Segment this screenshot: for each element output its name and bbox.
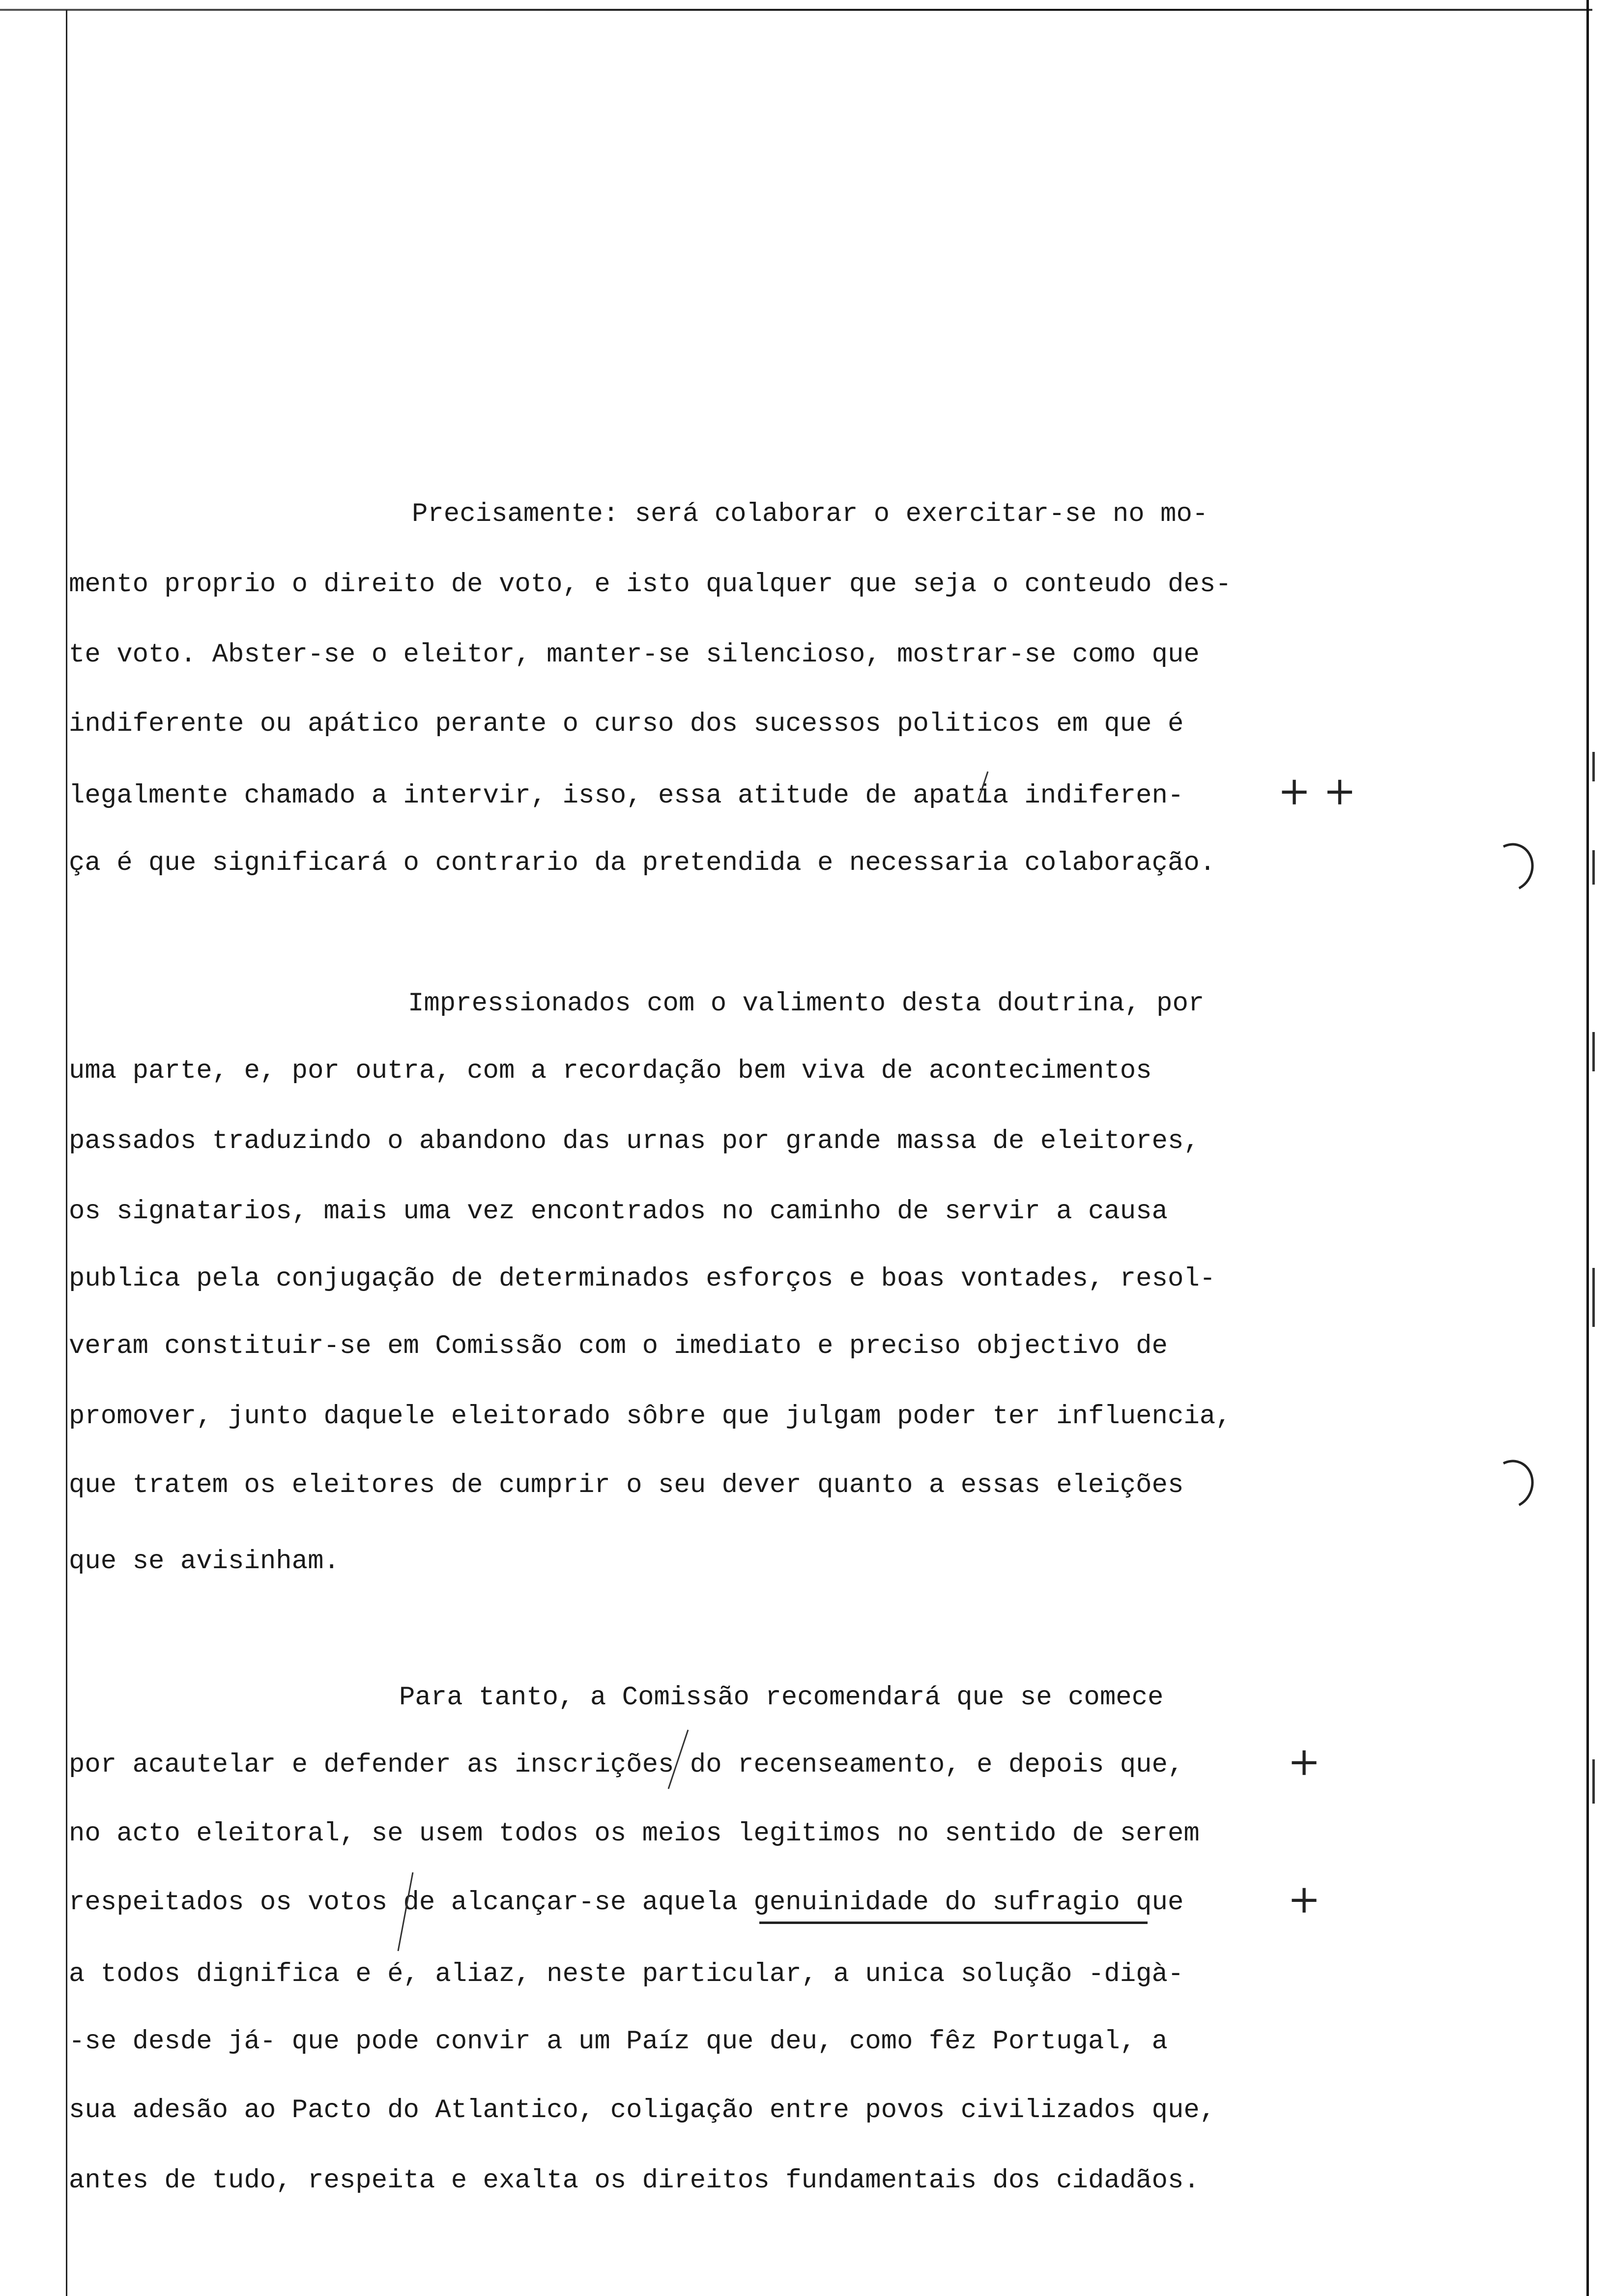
text-line: que tratem os eleitores de cumprir o seu dever quanto a essas eleições bbox=[69, 1470, 1184, 1500]
text-line: legalmente chamado a intervir, isso, essa atitude de apatia indiferen- bbox=[69, 781, 1184, 811]
margin-cross-mark: + bbox=[1288, 1739, 1321, 1784]
text-line: -se desde já- que pode convir a um Paíz que deu, como fêz Portugal, a bbox=[69, 2027, 1168, 2057]
text-line: passados traduzindo o abandono das urnas por grande massa de eleitores, bbox=[69, 1126, 1200, 1156]
insertion-slash bbox=[978, 772, 988, 801]
text-line: veram constituir-se em Comissão com o imediato e preciso objectivo de bbox=[69, 1331, 1168, 1361]
margin-bar bbox=[1592, 850, 1595, 885]
margin-bar bbox=[1592, 1032, 1595, 1071]
text-line: respeitados os votos de alcançar-se aquela genuinidade do sufragio que bbox=[69, 1888, 1184, 1918]
insertion-slash bbox=[398, 1872, 413, 1951]
insertion-slash bbox=[668, 1730, 688, 1789]
text-line: antes de tudo, respeita e exalta os direitos fundamentais dos cidadãos. bbox=[69, 2166, 1200, 2196]
text-line: uma parte, e, por outra, com a recordação bem viva de acontecimentos bbox=[69, 1056, 1152, 1086]
text-line: os signatarios, mais uma vez encontrados no caminho de servir a causa bbox=[69, 1197, 1168, 1227]
margin-bar bbox=[1592, 1759, 1595, 1804]
text-line: a todos dignifica e é, aliaz, neste particular, a unica solução -digà- bbox=[69, 1959, 1184, 1989]
margin-bar bbox=[1592, 752, 1595, 781]
text-line: por acautelar e defender as inscrições do recenseamento, e depois que, bbox=[69, 1750, 1184, 1780]
text-line: no acto eleitoral, se usem todos os meios legitimos no sentido de serem bbox=[69, 1819, 1200, 1849]
text-line: ça é que significará o contrario da pretendida e necessaria colaboração. bbox=[69, 848, 1216, 878]
text-line: publica pela conjugação de determinados esforços e boas vontades, resol- bbox=[69, 1264, 1216, 1294]
text-line: promover, junto daquele eleitorado sôbre que julgam poder ter influencia, bbox=[69, 1402, 1232, 1432]
text-line: Precisamente: será colaborar o exercitar-se no mo- bbox=[412, 499, 1209, 529]
text-line: Impressionados com o valimento desta doutrina, por bbox=[408, 989, 1205, 1019]
margin-cross-mark: + bbox=[1288, 1876, 1321, 1922]
text-line: te voto. Abster-se o eleitor, manter-se silencioso, mostrar-se como que bbox=[69, 640, 1200, 670]
text-line: Para tanto, a Comissão recomendará que se comece bbox=[399, 1683, 1164, 1713]
margin-cross-mark: + + bbox=[1278, 768, 1356, 814]
text-line: mento proprio o direito de voto, e isto qualquer que seja o conteudo des- bbox=[69, 570, 1232, 600]
text-line: sua adesão ao Pacto do Atlantico, coligação entre povos civilizados que, bbox=[69, 2095, 1216, 2125]
margin-bar bbox=[1592, 1268, 1595, 1327]
text-line: indiferente ou apático perante o curso dos sucessos politicos em que é bbox=[69, 709, 1184, 739]
text-line: que se avisinham. bbox=[69, 1547, 340, 1577]
